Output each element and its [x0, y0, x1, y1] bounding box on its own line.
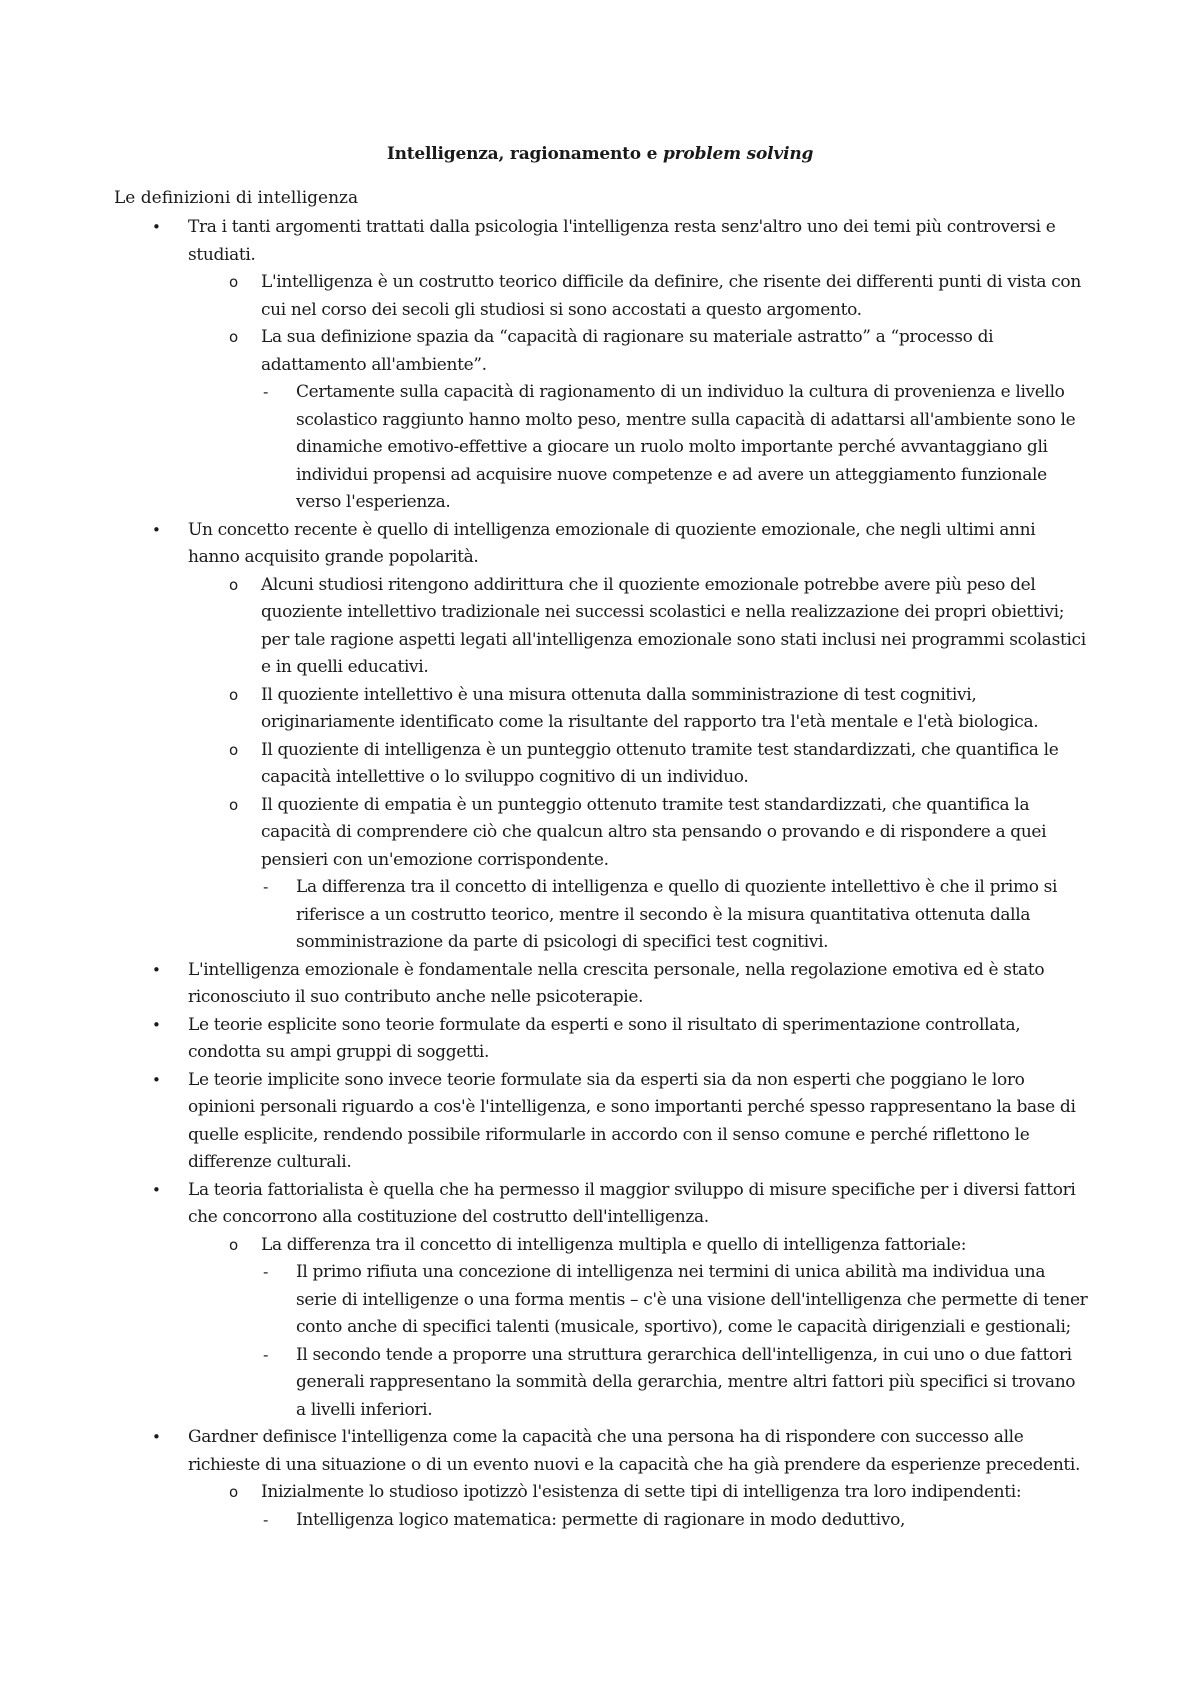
bullet-marker-icon: • — [152, 1180, 161, 1199]
circle-marker-icon: o — [229, 795, 238, 814]
item-text: Il secondo tende a proporre una struttura gerarchica dell'intelligenza, in cui uno o due fattori generali rappresentano la sommità della gerarchia, mentre altri fattori più specifici si trovano a livelli inferiori. — [296, 1344, 1076, 1420]
dash-marker-icon: - — [263, 1510, 269, 1529]
circle-marker-icon: o — [229, 1235, 238, 1254]
item-text: La differenza tra il concetto di intelligenza e quello di quoziente intellettivo è che il primo si riferisce a un costrutto teorico, mentre il secondo è la misura quantitativa ottenuta dalla somministrazione da parte di psicologi di specifici test cognitivi. — [296, 877, 1058, 952]
title-italic-text: problem solving — [662, 144, 814, 164]
item-text: Il primo rifiuta una concezione di intelligenza nei termini di unica abilità ma individua una serie di intelligenze o una forma mentis – c'è una visione dell'intelligenza che permette di tener conto anche di specifici talenti (musicale, sportivo), come le capacità dirigenziali e gestionali; — [296, 1262, 1088, 1337]
sub-sub-item — [0, 1259, 1088, 1342]
list-content — [0, 214, 1200, 1534]
sub-item — [0, 572, 1088, 682]
bullet-item — [0, 1424, 1088, 1479]
item-text: Tra i tanti argomenti trattati dalla psicologia l'intelligenza resta senz'altro uno dei temi più controversi e studiati. — [188, 217, 1056, 265]
dash-marker-icon: - — [263, 878, 269, 896]
sub-sub-item — [0, 1342, 1088, 1425]
sub-sub-item — [0, 379, 1088, 517]
circle-marker-icon: o — [229, 1483, 238, 1501]
circle-marker-icon: o — [229, 575, 238, 594]
circle-marker-icon: o — [229, 685, 238, 704]
item-text: Un concetto recente è quello di intelligenza emozionale di quoziente emozionale, che negli ultimi anni hanno acquisito grande popolarità. — [188, 519, 1036, 567]
bullet-item — [0, 1067, 1088, 1177]
sub-item — [0, 1479, 1088, 1507]
bullet-marker-icon: • — [152, 1428, 161, 1446]
sub-sub-item — [0, 874, 1088, 957]
circle-marker-icon: o — [229, 328, 238, 346]
sub-item — [0, 324, 1088, 379]
title-main-text: Intelligenza, ragionamento e — [386, 144, 663, 164]
bullet-item — [0, 1012, 1088, 1067]
item-text: Inizialmente lo studioso ipotizzò l'esistenza di sette tipi di intelligenza tra loro indipendenti: — [261, 1482, 1022, 1502]
circle-marker-icon: o — [229, 740, 238, 759]
item-text: Certamente sulla capacità di ragionamento di un individuo la cultura di provenienza e livello scolastico raggiunto hanno molto peso, mentre sulla capacità di adattarsi all'ambiente sono le dinamiche emotivo-effettive a giocare un ruolo molto importante perché avvantaggiano gli individui propensi ad acquisire nuove competenze e ad avere un atteggiamento funzionale verso l'esperienza. — [296, 382, 1076, 512]
sub-sub-item — [0, 1507, 1088, 1535]
circle-marker-icon: o — [229, 273, 238, 291]
sub-item — [0, 1232, 1088, 1260]
item-text: La differenza tra il concetto di intelligenza multipla e quello di intelligenza fattoriale: — [261, 1234, 967, 1255]
bullet-marker-icon: • — [152, 520, 161, 539]
sub-item — [0, 792, 1088, 875]
item-text: La teoria fattorialista è quella che ha permesso il maggior sviluppo di misure specifiche per i diversi fattori che concorrono alla costituzione del costrutto dell'intelligenza. — [188, 1179, 1076, 1227]
item-text: L'intelligenza è un costrutto teorico difficile da definire, che risente dei differenti punti di vista con cui nel corso dei secoli gli studiosi si sono accostati a questo argomento. — [261, 272, 1081, 320]
bullet-marker-icon: • — [152, 960, 161, 979]
sub-item — [0, 737, 1088, 792]
bullet-marker-icon: • — [152, 1015, 161, 1034]
item-text: Il quoziente di empatia è un punteggio ottenuto tramite test standardizzati, che quantifica la capacità di comprendere ciò che qualcun altro sta pensando o provando e di rispondere a quei pensieri con un'emozione corrispondente. — [261, 794, 1047, 870]
dash-marker-icon: - — [263, 383, 269, 401]
item-text: Le teorie implicite sono invece teorie formulate sia da esperti sia da non esperti che poggiano le loro opinioni personali riguardo a cos'è l'intelligenza, e sono importanti perché spesso rappresentano la base di quelle esplicite, rendendo possibile riformularle in accordo con il senso comune e perché riflettono le differenze culturali. — [188, 1069, 1076, 1172]
bullet-marker-icon: • — [152, 218, 161, 236]
document-title — [0, 144, 1200, 164]
item-text: Gardner definisce l'intelligenza come la capacità che una persona ha di rispondere con successo alle richieste di una situazione o di un evento nuovi e la capacità che ha già prendere da esperienze precedenti. — [188, 1427, 1081, 1475]
bullet-item — [0, 1177, 1088, 1232]
item-text: L'intelligenza emozionale è fondamentale nella crescita personale, nella regolazione emotiva ed è stato riconosciuto il suo contributo anche nelle psicoterapie. — [188, 959, 1045, 1007]
dash-marker-icon: - — [263, 1345, 269, 1364]
item-text: La sua definizione spazia da “capacità di ragionare su materiale astratto” a “processo di adattamento all'ambiente”. — [261, 327, 994, 375]
bullet-item — [0, 214, 1088, 269]
bullet-marker-icon: • — [152, 1070, 161, 1089]
item-text: Il quoziente di intelligenza è un punteggio ottenuto tramite test standardizzati, che quantifica le capacità intellettive o lo sviluppo cognitivo di un individuo. — [261, 739, 1059, 787]
bullet-item — [0, 957, 1088, 1012]
item-text: Le teorie esplicite sono teorie formulate da esperti e sono il risultato di sperimentazione controllata, condotta su ampi gruppi di soggetti. — [188, 1014, 1021, 1062]
item-text: Il quoziente intellettivo è una misura ottenuta dalla somministrazione di test cognitivi, originariamente identificato come la risultante del rapporto tra l'età mentale e l'età biologica. — [261, 684, 1039, 732]
section-heading: Le definizioni di intelligenza — [114, 188, 359, 208]
bullet-item — [0, 517, 1088, 572]
item-text: Alcuni studiosi ritengono addirittura che il quoziente emozionale potrebbe avere più peso del quoziente intellettivo tradizionale nei successi scolastici e nella realizzazione dei propri obiettivi; per tale ragione aspetti legati all'intelligenza emozionale sono stati inclusi nei programmi scolastici e in quelli educativi. — [261, 574, 1086, 677]
dash-marker-icon: - — [263, 1263, 269, 1281]
sub-item — [0, 682, 1088, 737]
item-text: Intelligenza logico matematica: permette di ragionare in modo deduttivo, — [296, 1509, 906, 1530]
sub-item — [0, 269, 1088, 324]
